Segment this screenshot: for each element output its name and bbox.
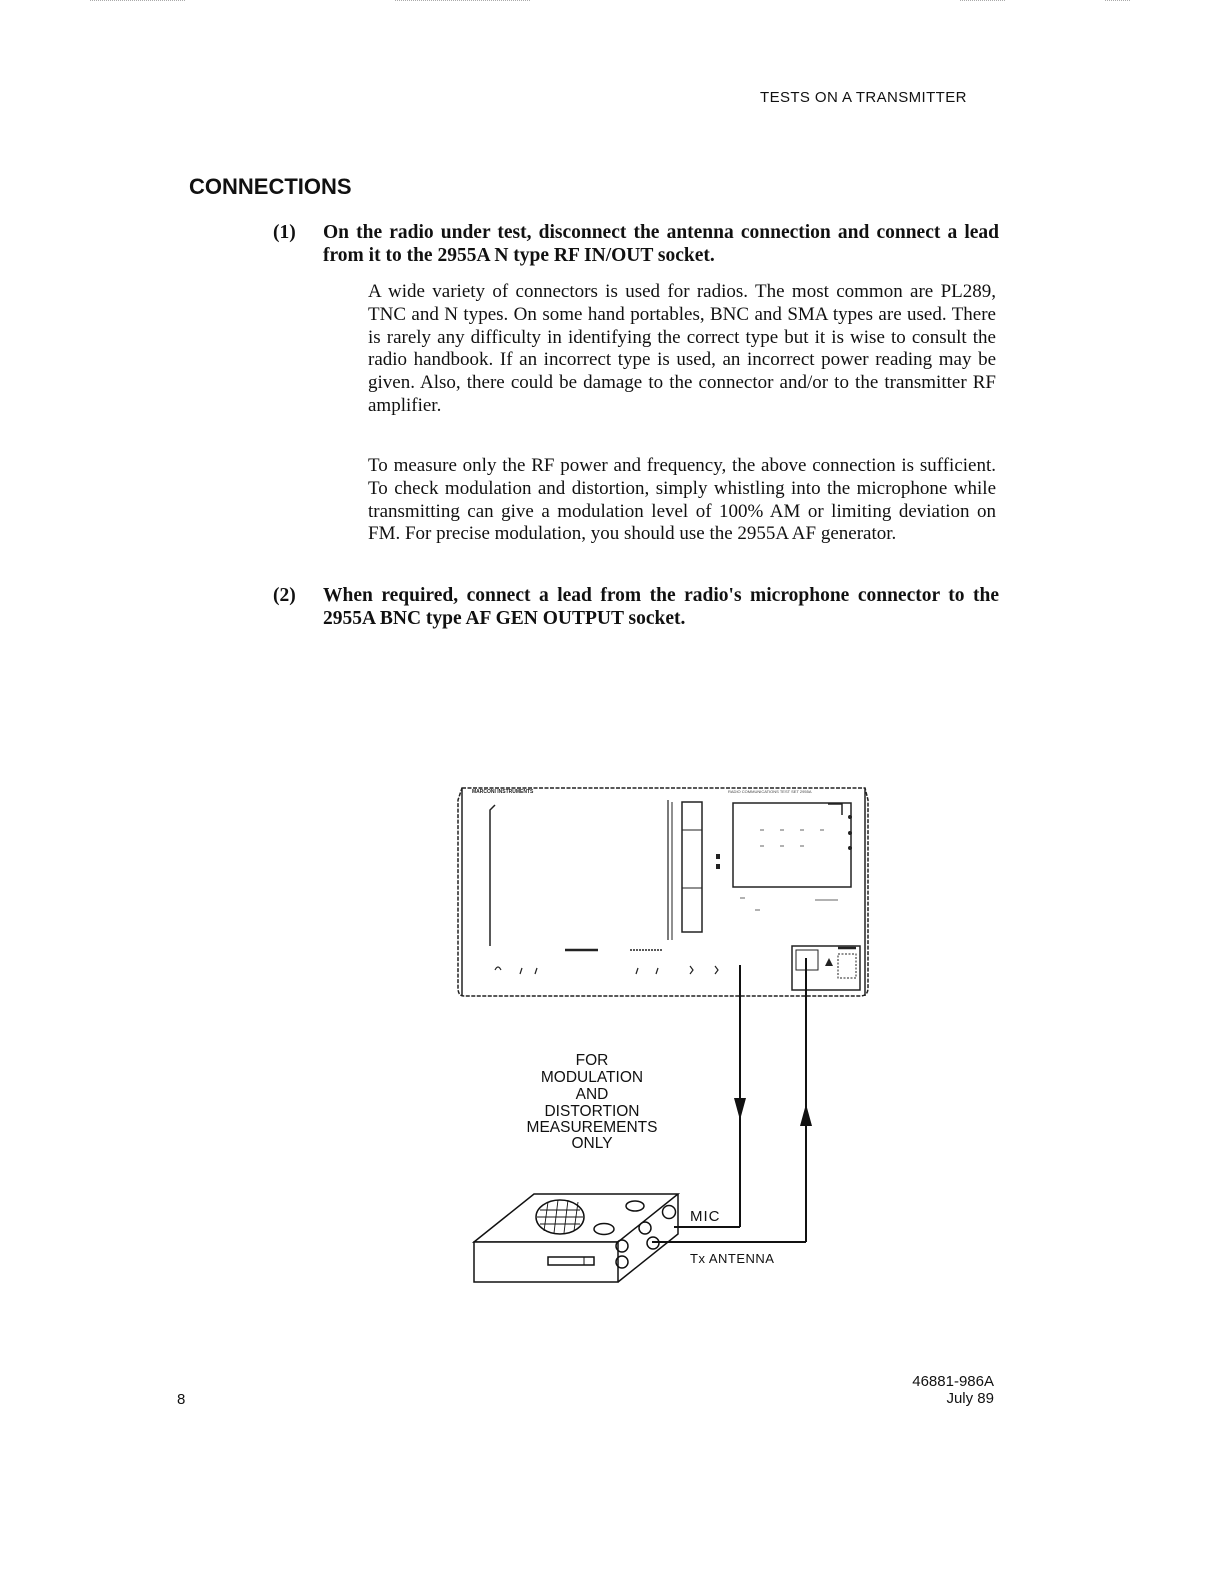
page-number: 8	[177, 1391, 186, 1408]
radio-under-test	[474, 1194, 678, 1282]
doc-date: July 89	[946, 1390, 994, 1407]
radio-socket	[663, 1206, 676, 1219]
note-line: MODULATION	[540, 1069, 644, 1086]
note-line: MEASUREMENTS	[526, 1119, 658, 1136]
scan-artifact	[960, 0, 1005, 7]
connection-diagram	[440, 770, 880, 1290]
step-text: When required, connect a lead from the radio's microphone connector to the 2955A BNC type AF GEN OUTPUT socket.	[323, 585, 999, 629]
antenna-cable	[652, 958, 812, 1242]
instrument-model: RADIO COMMUNICATIONS TEST SET 2955A	[728, 789, 812, 794]
note-line: DISTORTION	[544, 1103, 640, 1120]
document-reference	[880, 1373, 994, 1407]
step-number: (2)	[273, 585, 296, 606]
modulation-paragraph: To measure only the RF power and frequency, the above connection is sufficient. To check modulation and distortion, simply whistling into the microphone while transmitting can give a modulation level of 100% AM or limiting deviation on FM. For precise modulation, you should use the 2955A AF generator.	[368, 455, 996, 545]
section-title: CONNECTIONS	[189, 174, 352, 199]
mic-cable	[674, 965, 746, 1227]
step-number: (1)	[273, 222, 296, 243]
scan-artifact	[395, 0, 530, 7]
step-1	[273, 221, 999, 267]
running-head: TESTS ON A TRANSMITTER	[760, 89, 967, 106]
step-2	[273, 584, 999, 630]
scan-artifact	[1105, 0, 1130, 7]
note-line: ONLY	[571, 1135, 613, 1152]
doc-number: 46881-986A	[912, 1373, 994, 1390]
instrument-brand: MARCONI INSTRUMENTS	[472, 789, 534, 795]
measurement-note	[527, 1052, 658, 1152]
mic-label: MIC	[690, 1208, 721, 1225]
connector-paragraph: A wide variety of connectors is used for radios. The most common are PL289, TNC and N types. On some hand portables, BNC and SMA types are used. There is rarely any difficulty in identifying the correct type but it is wise to consult the radio handbook. If an incorrect type is used, an incorrect power reading may be given. Also, there could be damage to the connector and/or to the transmitter RF amplifier.	[368, 281, 996, 416]
note-line: FOR	[575, 1052, 609, 1069]
radio-socket	[639, 1222, 651, 1234]
note-line: AND	[575, 1086, 609, 1103]
step-text: On the radio under test, disconnect the antenna connection and connect a lead from it to the 2955A N type RF IN/OUT socket.	[323, 222, 999, 266]
scan-artifact	[90, 0, 185, 7]
antenna-label: Tx ANTENNA	[690, 1251, 775, 1266]
